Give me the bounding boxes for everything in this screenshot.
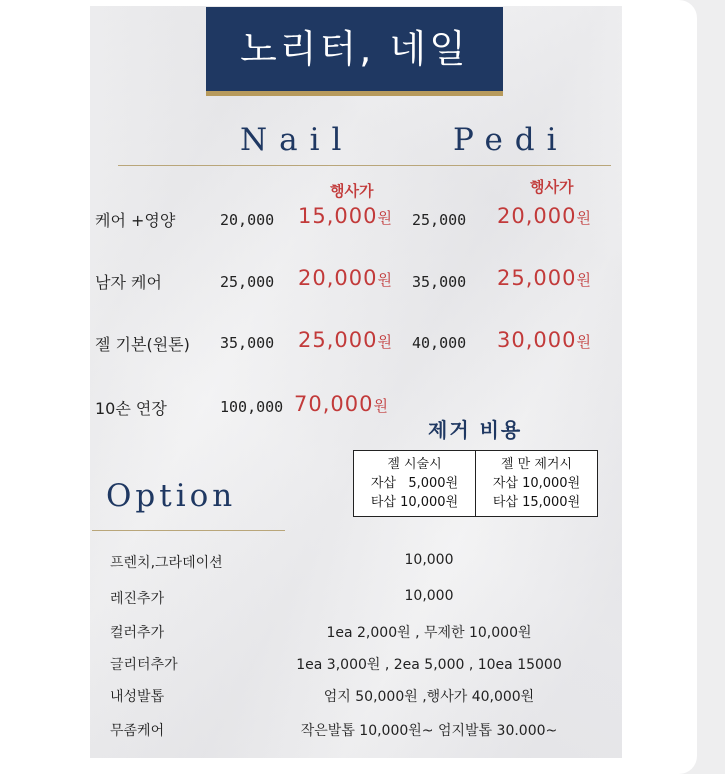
pedi-sale-price: 30,000원 bbox=[497, 328, 591, 352]
nail-sale-price: 25,000원 bbox=[298, 328, 392, 352]
removal-cost-title: 제거 비용 bbox=[428, 418, 523, 442]
option-price: 10,000 bbox=[404, 552, 454, 568]
nail-sale-price: 15,000원 bbox=[298, 204, 392, 228]
pedi-header: Pedi bbox=[453, 122, 569, 158]
removal-col-gel-service bbox=[354, 451, 476, 517]
pedi-price: 35,000 bbox=[412, 273, 467, 291]
option-divider bbox=[92, 530, 285, 531]
removal-header: 젤 시술시 bbox=[387, 457, 442, 472]
service-name: 젤 기본(원톤) bbox=[95, 335, 190, 354]
removal-col-gel-only bbox=[476, 451, 598, 517]
option-price: 작은발톱 10,000원~ 엄지발톱 30.000~ bbox=[300, 723, 558, 739]
option-name: 컬러추가 bbox=[110, 625, 165, 641]
nail-price: 100,000 bbox=[220, 398, 284, 416]
service-name: 남자 케어 bbox=[95, 273, 162, 292]
nail-price: 25,000 bbox=[220, 273, 275, 291]
header-divider bbox=[118, 165, 611, 166]
option-price: 1ea 2,000원 , 무제한 10,000원 bbox=[326, 625, 532, 641]
option-name: 프렌치,그라데이션 bbox=[110, 555, 223, 571]
pedi-event-label: 행사가 bbox=[530, 178, 574, 196]
nail-sale-price: 70,000원 bbox=[294, 392, 388, 416]
nail-event-label: 행사가 bbox=[330, 182, 374, 200]
removal-self: 자삽 10,000원 bbox=[492, 476, 581, 491]
option-name: 무좀케어 bbox=[110, 723, 165, 739]
nail-price: 20,000 bbox=[220, 211, 275, 229]
price-menu-image bbox=[90, 6, 622, 758]
removal-header: 젤 만 제거시 bbox=[500, 457, 573, 472]
nail-header: Nail bbox=[240, 122, 354, 158]
option-name: 내성발톱 bbox=[110, 689, 165, 705]
removal-other: 타삽 15,000원 bbox=[492, 495, 581, 510]
service-name: 케어 +영양 bbox=[95, 211, 176, 230]
option-price: 1ea 3,000원 , 2ea 5,000 , 10ea 15000 bbox=[296, 657, 562, 673]
removal-other: 타삽 10,000원 bbox=[370, 495, 459, 510]
option-price: 엄지 50,000원 ,행사가 40,000원 bbox=[323, 689, 535, 705]
pedi-price: 40,000 bbox=[412, 334, 467, 352]
pedi-sale-price: 20,000원 bbox=[497, 204, 591, 228]
pedi-price: 25,000 bbox=[412, 211, 467, 229]
service-name: 10손 연장 bbox=[95, 399, 167, 418]
shop-title: 노리터, 네일 bbox=[206, 7, 503, 96]
nail-sale-price: 20,000원 bbox=[298, 266, 392, 290]
option-name: 레진추가 bbox=[110, 591, 165, 607]
removal-self: 자삽 5,000원 bbox=[370, 476, 459, 491]
nail-price: 35,000 bbox=[220, 334, 275, 352]
pedi-sale-price: 25,000원 bbox=[497, 266, 591, 290]
removal-cost-table bbox=[353, 450, 598, 517]
option-name: 글리터추가 bbox=[110, 657, 178, 673]
option-title: Option bbox=[106, 478, 237, 514]
option-price: 10,000 bbox=[404, 588, 454, 604]
